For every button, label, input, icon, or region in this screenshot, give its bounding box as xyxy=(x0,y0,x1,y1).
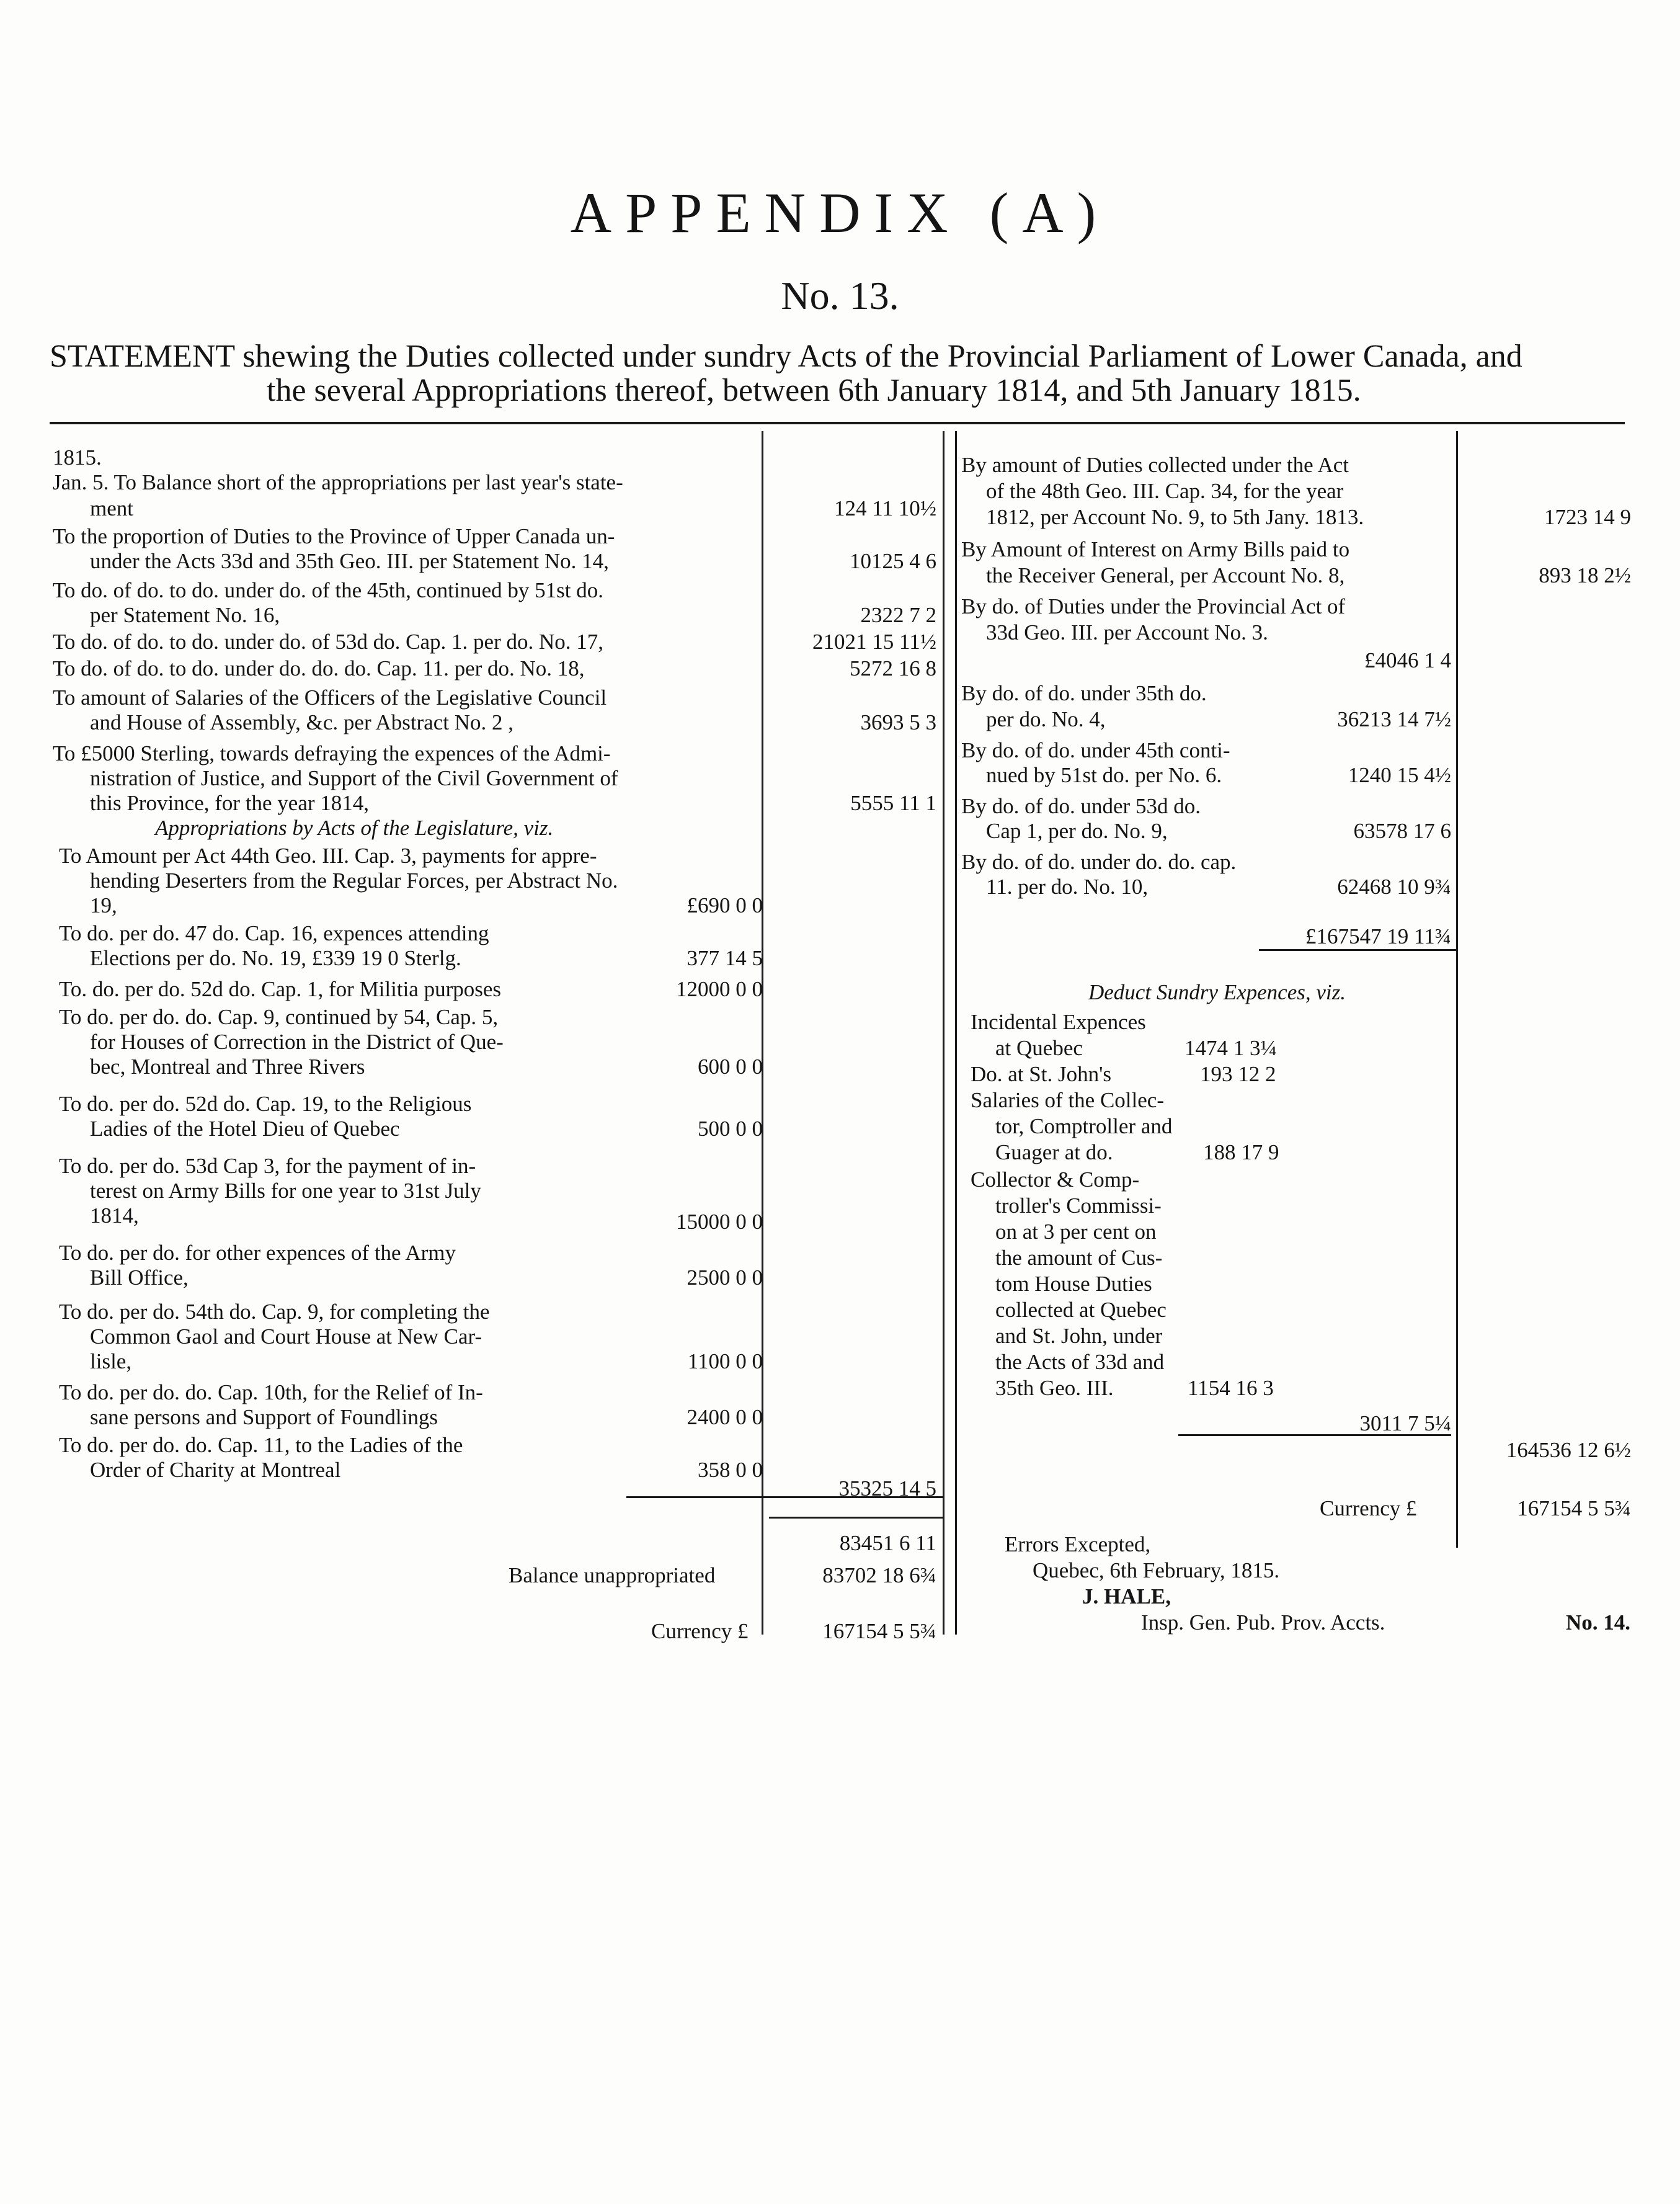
appropriation-2-amount: 377 14 5 xyxy=(687,946,763,970)
cap11-line: To do. of do. to do. under do. do. do. Cap. 11. per do. No. 18, xyxy=(53,656,585,680)
debit-total: 83451 6 11 xyxy=(839,1531,936,1555)
appropriation-3-line1: To. do. per do. 52d do. Cap. 1, for Militia purposes xyxy=(59,977,502,1001)
appropriation-8-line1: To do. per do. 54th do. Cap. 9, for completing the xyxy=(59,1300,490,1324)
appropriation-3-amount: 12000 0 0 xyxy=(676,977,763,1001)
appropriation-1-line3: 19, xyxy=(90,893,117,917)
appropriation-10-line1: To do. per do. do. Cap. 11, to the Ladies of the xyxy=(59,1433,463,1457)
appropriation-8-amount: 1100 0 0 xyxy=(687,1349,763,1373)
do-53d-amount: 63578 17 6 xyxy=(1353,819,1451,843)
incidental-amount: 1474 1 3¼ xyxy=(1184,1036,1277,1060)
appropriation-10-amount: 358 0 0 xyxy=(698,1458,763,1482)
cap11-amount: 5272 16 8 xyxy=(850,656,936,680)
army-bills-line2: the Receiver General, per Account No. 8, xyxy=(986,563,1345,587)
appropriation-2-line2: Elections per do. No. 19, £339 19 0 Sterlg. xyxy=(90,946,461,970)
salaries-amount: 3693 5 3 xyxy=(860,710,936,734)
debit-currency-label: Currency £ xyxy=(651,1619,749,1643)
do-45th-line1: By do. of do. under 45th conti- xyxy=(961,738,1230,762)
commission-line9: 35th Geo. III. xyxy=(995,1376,1114,1400)
sterling-line2: nistration of Justice, and Support of the Civil Government of xyxy=(90,766,618,790)
appropriation-5-amount: 500 0 0 xyxy=(698,1117,763,1141)
commission-line7: and St. John, under xyxy=(995,1324,1163,1348)
st-johns-line: Do. at St. John's xyxy=(971,1062,1112,1086)
sterling-amount: 5555 11 1 xyxy=(850,791,936,815)
debit-sum-rule xyxy=(769,1517,943,1519)
document-number: No. 13. xyxy=(781,274,899,318)
balance-short-line1: Jan. 5. To Balance short of the appropriations per last year's state- xyxy=(53,470,623,494)
errors-excepted: Errors Excepted, xyxy=(1005,1532,1151,1556)
appropriation-8-line2: Common Gaol and Court House at New Car- xyxy=(90,1324,482,1349)
appropriation-4-line3: bec, Montreal and Three Rivers xyxy=(90,1055,365,1079)
appropriation-1-line1: To Amount per Act 44th Geo. III. Cap. 3, payments for appre- xyxy=(59,844,597,868)
page-title: APPENDIX (A) xyxy=(570,181,1110,244)
appropriation-5-line1: To do. per do. 52d do. Cap. 19, to the Religious xyxy=(59,1092,472,1116)
commission-line8: the Acts of 33d and xyxy=(995,1350,1165,1374)
appropriation-8-line3: lisle, xyxy=(90,1349,132,1373)
upper-canada-line2: under the Acts 33d and 35th Geo. III. per Statement No. 14, xyxy=(90,549,609,573)
sterling-line1: To £5000 Sterling, towards defraying the expences of the Admi- xyxy=(53,741,611,765)
next-page-marker: No. 14. xyxy=(1566,1610,1631,1635)
duties-48th-amount: 1723 14 9 xyxy=(1544,505,1631,529)
commission-line5: tom House Duties xyxy=(995,1272,1152,1296)
place-date: Quebec, 6th February, 1815. xyxy=(1033,1558,1280,1582)
appropriation-10-line2: Order of Charity at Montreal xyxy=(90,1458,341,1482)
appropriation-5-line2: Ladies of the Hotel Dieu of Quebec xyxy=(90,1117,400,1141)
signatory: J. HALE, xyxy=(1082,1584,1171,1608)
duties-48th-line2: of the 48th Geo. III. Cap. 34, for the year xyxy=(986,479,1344,503)
st-johns-amount: 193 12 2 xyxy=(1200,1062,1276,1086)
credit-currency-total: 167154 5 5¾ xyxy=(1517,1496,1631,1520)
do-45th-amount: 1240 15 4½ xyxy=(1348,763,1451,787)
appropriation-6-line2: terest on Army Bills for one year to 31st July xyxy=(90,1179,481,1203)
provincial-33d-line2: 33d Geo. III. per Account No. 3. xyxy=(986,620,1268,645)
appropriation-1-amount: £690 0 0 xyxy=(687,893,763,917)
statement-heading-line2: the several Appropriations thereof, between 6th January 1814, and 5th January 1815. xyxy=(267,373,1361,408)
under-53d-amount: 21021 15 11½ xyxy=(812,630,936,654)
appropriation-9-line2: sane persons and Support of Foundlings xyxy=(90,1405,438,1429)
debit-currency-total: 167154 5 5¾ xyxy=(822,1619,936,1643)
commission-line1: Collector & Comp- xyxy=(971,1167,1140,1192)
sterling-line3: this Province, for the year 1814, xyxy=(90,791,370,815)
salaries-collector-line1: Salaries of the Collec- xyxy=(971,1088,1164,1112)
commission-amount: 1154 16 3 xyxy=(1188,1376,1274,1400)
under-53d-line: To do. of do. to do. under do. of 53d do. Cap. 1. per do. No. 17, xyxy=(53,630,604,654)
appropriation-7-line1: To do. per do. for other expences of the Army xyxy=(59,1241,456,1265)
debit-year: 1815. xyxy=(53,445,102,470)
balance-short-amount: 124 11 10½ xyxy=(834,496,936,520)
appropriation-7-amount: 2500 0 0 xyxy=(687,1265,763,1290)
appropriation-6-amount: 15000 0 0 xyxy=(676,1210,763,1234)
appropriation-6-line3: 1814, xyxy=(90,1203,139,1228)
balance-short-line2: ment xyxy=(90,496,133,520)
upper-canada-line1: To the proportion of Duties to the Province of Upper Canada un- xyxy=(53,524,615,548)
statement-heading-line1: STATEMENT shewing the Duties collected under sundry Acts of the Provincial Parliament of Lower Canada, and xyxy=(50,339,1522,374)
duties-48th-line3: 1812, per Account No. 9, to 5th Jany. 1813. xyxy=(986,505,1364,529)
column-rule-3 xyxy=(955,431,957,1635)
salaries-line2: and House of Assembly, &c. per Abstract No. 2 , xyxy=(90,710,514,734)
do-53d-line1: By do. of do. under 53d do. xyxy=(961,794,1201,818)
appropriation-4-line2: for Houses of Correction in the District of Que- xyxy=(90,1030,504,1054)
appropriations-heading: Appropriations by Acts of the Legislature, viz. xyxy=(155,816,554,840)
top-rule xyxy=(50,422,1625,424)
provincial-33d-amount: £4046 1 4 xyxy=(1364,648,1451,672)
duties-48th-line1: By amount of Duties collected under the Act xyxy=(961,453,1349,477)
appropriation-9-amount: 2400 0 0 xyxy=(687,1405,763,1429)
do-cap11-line1: By do. of do. under do. do. cap. xyxy=(961,850,1237,874)
balance-unappropriated-label: Balance unappropriated xyxy=(509,1563,716,1587)
column-rule-1 xyxy=(762,431,763,1635)
credit-subtotal: £167547 19 11¾ xyxy=(1305,924,1451,948)
signatory-title: Insp. Gen. Pub. Prov. Accts. xyxy=(1141,1610,1385,1635)
incidental-line1: Incidental Expences xyxy=(971,1010,1146,1034)
do-35th-line2: per do. No. 4, xyxy=(986,707,1106,731)
incidental-line2: at Quebec xyxy=(995,1036,1083,1060)
do-cap11-amount: 62468 10 9¾ xyxy=(1337,875,1451,899)
commission-line4: the amount of Cus- xyxy=(995,1246,1163,1270)
salaries-collector-amount: 188 17 9 xyxy=(1203,1140,1279,1164)
commission-line2: troller's Commissi- xyxy=(995,1193,1162,1218)
appropriation-1-line2: hending Deserters from the Regular Forces, per Abstract No. xyxy=(90,868,618,893)
deduct-heading: Deduct Sundry Expences, viz. xyxy=(1088,980,1346,1004)
under-45th-amount: 2322 7 2 xyxy=(860,603,936,627)
credit-subtotal-rule xyxy=(1259,949,1456,951)
credit-currency-label: Currency £ xyxy=(1320,1496,1417,1520)
army-bills-amount: 893 18 2½ xyxy=(1539,563,1631,587)
commission-line6: collected at Quebec xyxy=(995,1298,1167,1322)
commission-line3: on at 3 per cent on xyxy=(995,1220,1157,1244)
army-bills-line1: By Amount of Interest on Army Bills paid to xyxy=(961,537,1350,561)
column-rule-4 xyxy=(1456,431,1458,1548)
balance-unappropriated-amount: 83702 18 6¾ xyxy=(822,1563,936,1587)
appropriations-total: 35325 14 5 xyxy=(838,1476,936,1501)
under-45th-line1: To do. of do. to do. under do. of the 45th, continued by 51st do. xyxy=(53,578,604,602)
do-35th-line1: By do. of do. under 35th do. xyxy=(961,681,1207,705)
salaries-collector-line2: tor, Comptroller and xyxy=(995,1114,1173,1138)
do-53d-line2: Cap 1, per do. No. 9, xyxy=(986,819,1168,843)
do-45th-line2: nued by 51st do. per No. 6. xyxy=(986,763,1222,787)
upper-canada-amount: 10125 4 6 xyxy=(850,549,936,573)
appropriation-4-line1: To do. per do. do. Cap. 9, continued by 54, Cap. 5, xyxy=(59,1005,499,1029)
appropriation-4-amount: 600 0 0 xyxy=(698,1055,763,1079)
salaries-collector-line3: Guager at do. xyxy=(995,1140,1113,1164)
appropriation-6-line1: To do. per do. 53d Cap 3, for the payment of in- xyxy=(59,1154,476,1178)
salaries-line1: To amount of Salaries of the Officers of the Legislative Council xyxy=(53,685,607,710)
appropriation-9-line1: To do. per do. do. Cap. 10th, for the Relief of In- xyxy=(59,1380,483,1404)
do-cap11-line2: 11. per do. No. 10, xyxy=(986,875,1149,899)
credit-net: 164536 12 6½ xyxy=(1506,1438,1631,1462)
appropriation-2-line1: To do. per do. 47 do. Cap. 16, expences attending xyxy=(59,921,489,945)
appropriation-7-line2: Bill Office, xyxy=(90,1265,189,1290)
deduct-total: 3011 7 5¼ xyxy=(1359,1411,1451,1435)
provincial-33d-line1: By do. of Duties under the Provincial Act of xyxy=(961,594,1346,618)
column-rule-2 xyxy=(943,431,944,1635)
do-35th-amount: 36213 14 7½ xyxy=(1337,707,1451,731)
under-45th-line2: per Statement No. 16, xyxy=(90,603,280,627)
